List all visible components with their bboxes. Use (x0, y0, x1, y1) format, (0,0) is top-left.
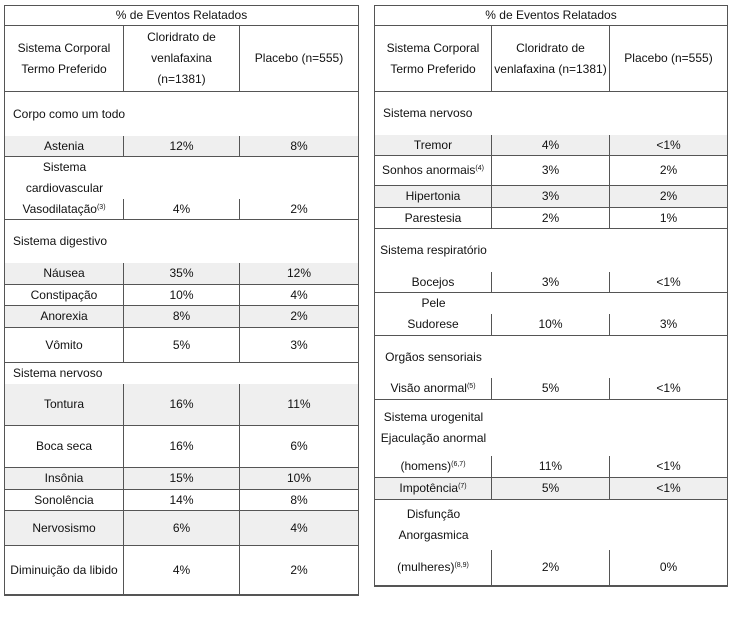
venlafaxine-value: 10% (124, 285, 240, 305)
section-row (375, 229, 728, 272)
section-label (5, 220, 359, 263)
term-cell (375, 156, 492, 185)
section-row (5, 92, 359, 136)
placebo-value: 11% (240, 384, 359, 425)
table-row (375, 135, 728, 156)
table-header-row (5, 26, 359, 92)
table-row (5, 328, 359, 363)
placebo-value: <1% (610, 478, 728, 499)
placebo-value: 4% (240, 511, 359, 545)
venlafaxine-value: 11% (492, 456, 610, 477)
term-label: Sonhos anormais (382, 163, 476, 177)
section-label (375, 336, 492, 378)
header-venlafaxine: Cloridrato de venlafaxina (n=1381) (492, 26, 610, 91)
term-label: Nervosismo (32, 520, 96, 535)
term-cell (375, 456, 492, 477)
table-row (5, 285, 359, 306)
table-row (5, 511, 359, 546)
section-row (375, 92, 728, 135)
term-label: Astenia (43, 138, 85, 153)
term-label: Diminuição da libido (10, 562, 118, 577)
section-label (375, 293, 492, 314)
venlafaxine-value: 5% (124, 328, 240, 362)
term-label: Insônia (44, 471, 84, 485)
term-label: Sudorese (407, 317, 459, 331)
term-label: Boca seca (35, 439, 93, 453)
table-row (375, 156, 728, 186)
venlafaxine-value: 3% (492, 272, 610, 292)
term-label: Tontura (43, 397, 85, 411)
table-row (375, 272, 728, 293)
table-row (375, 478, 728, 500)
term-cell (375, 186, 492, 207)
left-adverse-events-table (4, 5, 359, 596)
footnote-marker: (3) (96, 203, 106, 211)
table-header-row (375, 26, 728, 92)
venlafaxine-value: 6% (124, 511, 240, 545)
table-row (5, 263, 359, 285)
placebo-value: <1% (610, 456, 728, 477)
placebo-value: 3% (610, 314, 728, 335)
venlafaxine-value: 5% (492, 478, 610, 499)
table-row (5, 546, 359, 595)
term-cell (5, 199, 124, 219)
term-cell (375, 208, 492, 228)
term-cell (5, 306, 124, 327)
placebo-value: <1% (610, 378, 728, 399)
term-label: Vasodilatação (22, 201, 97, 216)
placebo-value: 2% (240, 199, 359, 219)
term-cell (375, 378, 492, 399)
table-row (375, 208, 728, 229)
term-cell (375, 135, 492, 155)
header-placebo: Placebo (n=555) (610, 26, 728, 91)
term-cell (375, 478, 492, 499)
term-cell (5, 328, 124, 362)
term-cell (5, 490, 124, 510)
section-row (375, 500, 728, 550)
section-label-text: Sistema nervoso (13, 366, 103, 380)
venlafaxine-value: 3% (492, 156, 610, 185)
term-label: (homens) (400, 459, 452, 473)
term-cell (5, 511, 124, 545)
table-row (375, 378, 728, 400)
section-spacer (492, 229, 728, 272)
placebo-value: 2% (610, 186, 728, 207)
placebo-value: 1% (610, 208, 728, 228)
venlafaxine-value: 8% (124, 306, 240, 327)
table-row (5, 426, 359, 468)
placebo-value: 8% (240, 490, 359, 510)
venlafaxine-value: 15% (124, 468, 240, 489)
placebo-value: 12% (240, 263, 359, 284)
table-title-row (5, 6, 359, 26)
header-placebo: Placebo (n=555) (240, 26, 359, 91)
table-row (375, 456, 728, 478)
venlafaxine-value: 16% (124, 426, 240, 467)
section-label-text: Disfunção Anorgasmica (398, 507, 469, 542)
section-label (375, 500, 492, 550)
term-cell (375, 314, 492, 335)
section-label-text: Orgãos sensoriais (385, 349, 482, 364)
venlafaxine-value: 16% (124, 384, 240, 425)
venlafaxine-value: 3% (492, 186, 610, 207)
term-cell (5, 468, 124, 489)
section-row (375, 336, 728, 378)
table-row (5, 199, 359, 220)
term-cell (375, 550, 492, 585)
section-label (5, 363, 359, 384)
placebo-value: 2% (610, 156, 728, 185)
section-label (5, 157, 124, 199)
term-label: Náusea (43, 266, 85, 280)
section-label (375, 92, 728, 135)
section-label (375, 400, 492, 456)
term-label: Tremor (413, 137, 453, 152)
placebo-value: 4% (240, 285, 359, 305)
term-label: Parestesia (404, 210, 462, 225)
section-row (5, 363, 359, 384)
venlafaxine-value: 4% (124, 199, 240, 219)
venlafaxine-value: 10% (492, 314, 610, 335)
table-row (5, 384, 359, 426)
placebo-value: 2% (240, 546, 359, 594)
term-cell (5, 263, 124, 284)
term-label: Bocejos (411, 274, 455, 289)
venlafaxine-value: 2% (492, 208, 610, 228)
venlafaxine-value: 5% (492, 378, 610, 399)
table-row (375, 550, 728, 586)
table-row (5, 306, 359, 328)
table-row (375, 314, 728, 336)
term-label: Vômito (45, 337, 83, 352)
placebo-value: 2% (240, 306, 359, 327)
term-cell (375, 272, 492, 292)
placebo-value: <1% (610, 272, 728, 292)
term-label: Anorexia (40, 309, 88, 323)
venlafaxine-value: 4% (492, 135, 610, 155)
venlafaxine-value: 2% (492, 550, 610, 585)
section-label-text: Sistema nervoso (383, 106, 473, 120)
table-title: % de Eventos Relatados (5, 6, 359, 25)
term-label: Impotência (399, 481, 459, 495)
section-spacer (492, 293, 728, 314)
footnote-marker: (6,7) (451, 461, 466, 468)
table-row (5, 490, 359, 511)
footnote-marker: (8,9) (454, 562, 469, 569)
term-cell (5, 136, 124, 156)
footnote-marker: (4) (475, 165, 484, 172)
footnote-marker: (7) (458, 483, 467, 490)
table-title: % de Eventos Relatados (375, 6, 728, 25)
placebo-value: 8% (240, 136, 359, 156)
section-label-text: Sistema urogenital Ejaculação anormal (380, 410, 487, 445)
section-spacer (492, 400, 728, 456)
table-row (375, 186, 728, 208)
venlafaxine-value: 14% (124, 490, 240, 510)
section-label-text: Sistema cardiovascular (25, 160, 104, 195)
term-cell (5, 285, 124, 305)
placebo-value: 10% (240, 468, 359, 489)
term-cell (5, 546, 124, 594)
section-label-text: Corpo como um todo (13, 106, 126, 121)
table-row (5, 136, 359, 157)
table-title-row (375, 6, 728, 26)
section-label-text: Sistema digestivo (13, 234, 108, 248)
section-row (5, 220, 359, 263)
right-adverse-events-table (374, 5, 728, 587)
section-spacer (492, 500, 728, 550)
section-label (5, 92, 359, 136)
venlafaxine-value: 35% (124, 263, 240, 284)
section-spacer (124, 157, 359, 199)
term-cell (5, 426, 124, 467)
term-label: Constipação (30, 287, 98, 302)
term-label: (mulheres) (397, 560, 455, 574)
header-body-system: Sistema Corporal Termo Preferido (375, 26, 492, 91)
section-spacer (492, 336, 728, 378)
footnote-marker: (5) (466, 383, 476, 390)
placebo-value: 6% (240, 426, 359, 467)
term-label: Visão anormal (390, 381, 467, 395)
section-label-text: Pele (421, 296, 446, 310)
placebo-value: <1% (610, 135, 728, 155)
table-row (5, 468, 359, 490)
section-row (5, 157, 359, 199)
venlafaxine-value: 12% (124, 136, 240, 156)
section-label (375, 229, 492, 272)
section-label-text: Sistema respiratório (380, 243, 487, 257)
section-row (375, 293, 728, 314)
placebo-value: 0% (610, 550, 728, 585)
header-body-system: Sistema Corporal Termo Preferido (5, 26, 124, 91)
venlafaxine-value: 4% (124, 546, 240, 594)
term-label: Hipertonia (405, 189, 461, 203)
term-label: Sonolência (34, 492, 94, 507)
term-cell (5, 384, 124, 425)
header-venlafaxine: Cloridrato de venlafaxina (n=1381) (124, 26, 240, 91)
placebo-value: 3% (240, 328, 359, 362)
section-row (375, 400, 728, 456)
